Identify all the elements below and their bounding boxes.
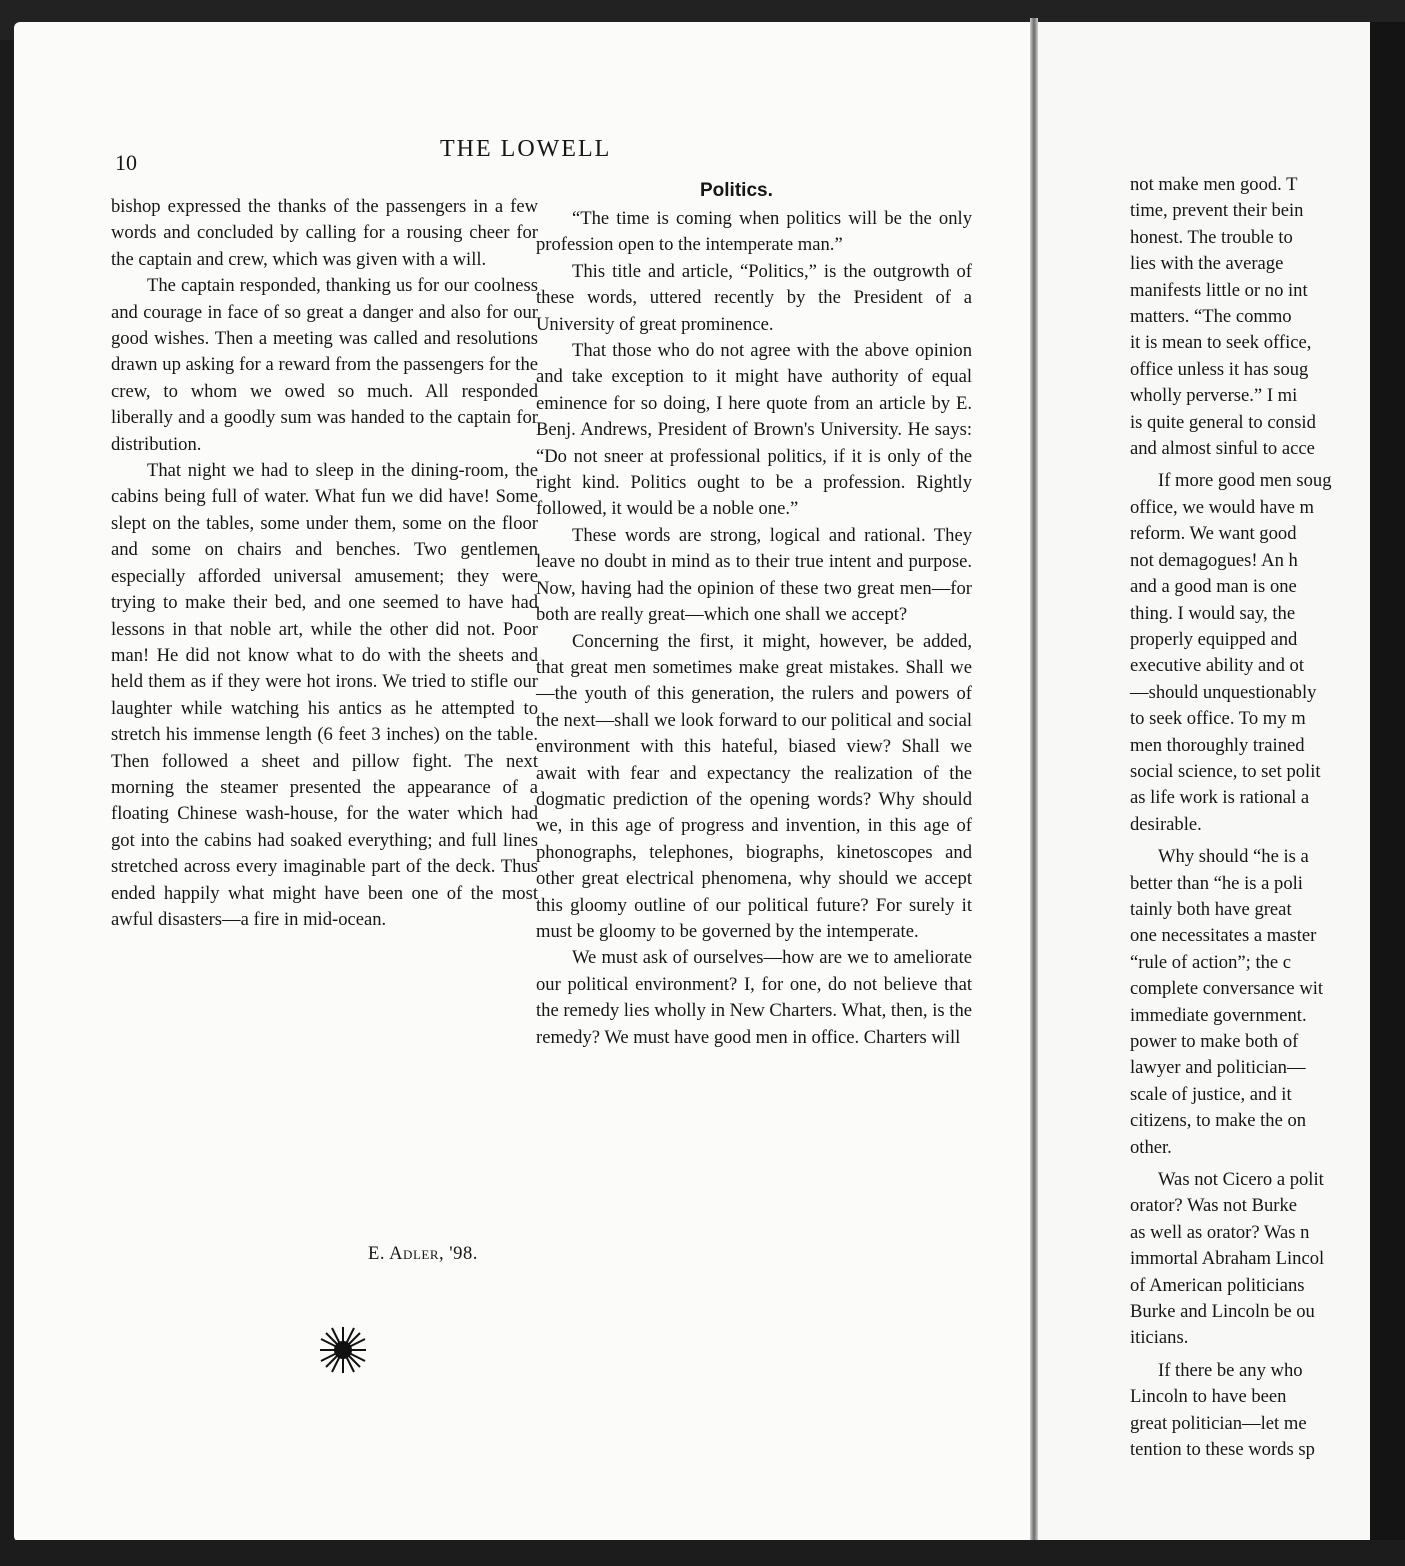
middle-paragraph: We must ask of ourselves—how are we to ameliorate our political environment? I, for one, do not believe that the remedy lies wholly in New Charters. What, then, is the remedy? We must have good men in office. Charters will bbox=[536, 947, 972, 1048]
left-paragraph: That night we had to sleep in the dining-room, the cabins being full of water. What fun we did have! Some slept on the tables, some under them, some on the floor and some on chairs and benches. Two gentlemen especially afforded universal amusement; they were trying to make their bed, and one seemed to have had lessons in that noble art, while the other did not. Poor man! He did not know what to do with the sheets and held them as if they were hot irons. We tried to stifle our laughter while watching his antics as he attempted to stretch his immense length (6 feet 3 inches) on the table. Then followed a sheet and pillow fight. The next morning the steamer presented the appearance of a floating Chinese wash-house, for the water which had got into the cabins had soaked everything; and full lines stretched across every imaginable part of the deck. Thus ended happily what might have been one of the most awful disasters—a fire in mid-ocean. bbox=[111, 460, 538, 930]
right-fragment-line: citizens, to make the on bbox=[1130, 1110, 1307, 1132]
scan-border-bottom bbox=[0, 1540, 1405, 1566]
right-fragment-line: wholly perverse.” I mi bbox=[1130, 385, 1298, 407]
right-fragment-line: men thoroughly trained bbox=[1130, 734, 1305, 756]
right-fragment-line: manifests little or no int bbox=[1130, 279, 1308, 301]
right-fragment-line: tainly both have great bbox=[1130, 898, 1292, 920]
middle-paragraph: “The time is coming when politics will be the only profession open to the intemperate man.” bbox=[536, 208, 972, 256]
right-fragment-line: one necessitates a master bbox=[1130, 925, 1317, 947]
right-fragment-line: not make men good. T bbox=[1130, 174, 1298, 195]
right-fragment-line: Lincoln to have been bbox=[1130, 1386, 1287, 1408]
page-number: 10 bbox=[115, 150, 137, 175]
middle-column bbox=[536, 206, 972, 1051]
right-fragment-line: and a good man is one bbox=[1130, 576, 1297, 598]
author-signature bbox=[368, 1243, 478, 1265]
right-fragment-line: “rule of action”; the c bbox=[1130, 951, 1292, 973]
right-fragment-line: of American politicians bbox=[1130, 1274, 1305, 1296]
right-fragment-line: time, prevent their bein bbox=[1130, 200, 1304, 222]
right-fragment-line: and almost sinful to acce bbox=[1130, 438, 1315, 460]
right-fragment-line: honest. The trouble to bbox=[1130, 226, 1293, 248]
decorative-star-icon bbox=[318, 1325, 368, 1375]
right-fragment-line: power to make both of bbox=[1130, 1031, 1299, 1052]
right-fragment-line: lawyer and politician— bbox=[1130, 1057, 1306, 1079]
right-fragment-line: orator? Was not Burke bbox=[1130, 1195, 1298, 1217]
right-fragment-line: immortal Abraham Lincol bbox=[1130, 1248, 1325, 1270]
right-fragment-line: office, we would have m bbox=[1130, 496, 1314, 518]
left-paragraph: bishop expressed the thanks of the passengers in a few words and concluded by calling for a rousing cheer for the captain and crew, which was given with a will. bbox=[111, 196, 538, 270]
middle-paragraph: This title and article, “Politics,” is the outgrowth of these words, uttered recently by the President of a University of great prominence. bbox=[536, 260, 972, 335]
right-fragment-line: complete conversance wit bbox=[1130, 978, 1324, 1000]
right-fragment-line: desirable. bbox=[1130, 813, 1202, 835]
right-fragment-line: Was not Cicero a polit bbox=[1158, 1169, 1324, 1191]
right-fragment-line: If more good men soug bbox=[1158, 470, 1332, 492]
right-fragment-line: iticians. bbox=[1130, 1327, 1189, 1349]
right-fragment-line: matters. “The commo bbox=[1130, 306, 1292, 328]
book-gutter bbox=[1030, 18, 1038, 1548]
right-column-fragment bbox=[1130, 172, 1405, 1464]
right-fragment-line: social science, to set polit bbox=[1130, 760, 1321, 782]
left-paragraph: The captain responded, thanking us for our coolness and courage in face of so great a danger and also for our good wishes. Then a meeting was called and resolutions drawn up asking for a reward from the passengers for the crew, to whom we owed so much. All responded liberally and a goodly sum was handed to the captain for distribution. bbox=[111, 275, 538, 455]
right-fragment-line: Why should “he is a bbox=[1158, 846, 1309, 868]
right-fragment-line: properly equipped and bbox=[1130, 628, 1298, 650]
right-fragment-line: it is mean to seek office, bbox=[1130, 332, 1312, 354]
right-fragment-line: —should unquestionably bbox=[1130, 681, 1317, 703]
middle-paragraph: These words are strong, logical and rational. They leave no doubt in mind as to their true intent and purpose. Now, having had the opinion of these two great men—for both are really great—which one shall we accept? bbox=[536, 524, 972, 626]
right-fragment-line: immediate government. bbox=[1130, 1004, 1307, 1026]
right-fragment-line: to seek office. To my m bbox=[1130, 708, 1306, 730]
right-fragment-line: other. bbox=[1130, 1136, 1172, 1158]
signature-text: E. Adler, '98. bbox=[368, 1243, 478, 1264]
right-fragment-line: scale of justice, and it bbox=[1130, 1083, 1292, 1105]
right-fragment-line: not demagogues! An h bbox=[1130, 549, 1298, 571]
scan-border-right bbox=[1370, 22, 1405, 1566]
right-fragment-line: as life work is rational a bbox=[1130, 787, 1310, 809]
right-fragment-line: great politician—let me bbox=[1130, 1412, 1307, 1434]
right-fragment-line: thing. I would say, the bbox=[1130, 602, 1296, 624]
right-fragment-line: If there be any who bbox=[1158, 1359, 1303, 1381]
right-fragment-line: executive ability and ot bbox=[1130, 655, 1304, 677]
right-fragment-line: as well as orator? Was n bbox=[1130, 1221, 1310, 1243]
right-fragment-line: lies with the average bbox=[1130, 253, 1284, 275]
running-header: THE LOWELL bbox=[440, 136, 612, 162]
middle-paragraph: Concerning the first, it might, however, be added, that great men sometimes make great mistakes. Shall we—the youth of this generation, the rulers and powers of the next—shall we look forward to our political and social environment with this hateful, biased view? Shall we await with fear and expectancy the realization of the dogmatic prediction of the opening words? Why should we, in this age of progress and invention, in this age of phonographs, telephones, biographs, kinetoscopes and other great electrical phenomena, why should we accept this gloomy outline of our political future? For surely it must be gloomy to be governed by the intemperate. bbox=[536, 630, 972, 942]
article-title: Politics. bbox=[700, 180, 773, 201]
middle-paragraph: That those who do not agree with the above opinion and take exception to it might have authority of equal eminence for so doing, I here quote from an article by E. Benj. Andrews, President of Brown's University. He says: “Do not sneer at professional politics, if it is only of the right kind. Politics ought to be a profession. Rightly followed, it would be a noble one.” bbox=[536, 340, 972, 520]
right-fragment-line: is quite general to consid bbox=[1130, 411, 1316, 433]
right-fragment-line: reform. We want good bbox=[1130, 523, 1297, 545]
right-fragment-line: tention to these words sp bbox=[1130, 1439, 1315, 1461]
right-fragment-line: better than “he is a poli bbox=[1130, 872, 1303, 894]
right-fragment-line: Burke and Lincoln be ou bbox=[1130, 1301, 1315, 1323]
left-column bbox=[111, 194, 538, 933]
right-fragment-line: office unless it has soug bbox=[1130, 358, 1309, 380]
